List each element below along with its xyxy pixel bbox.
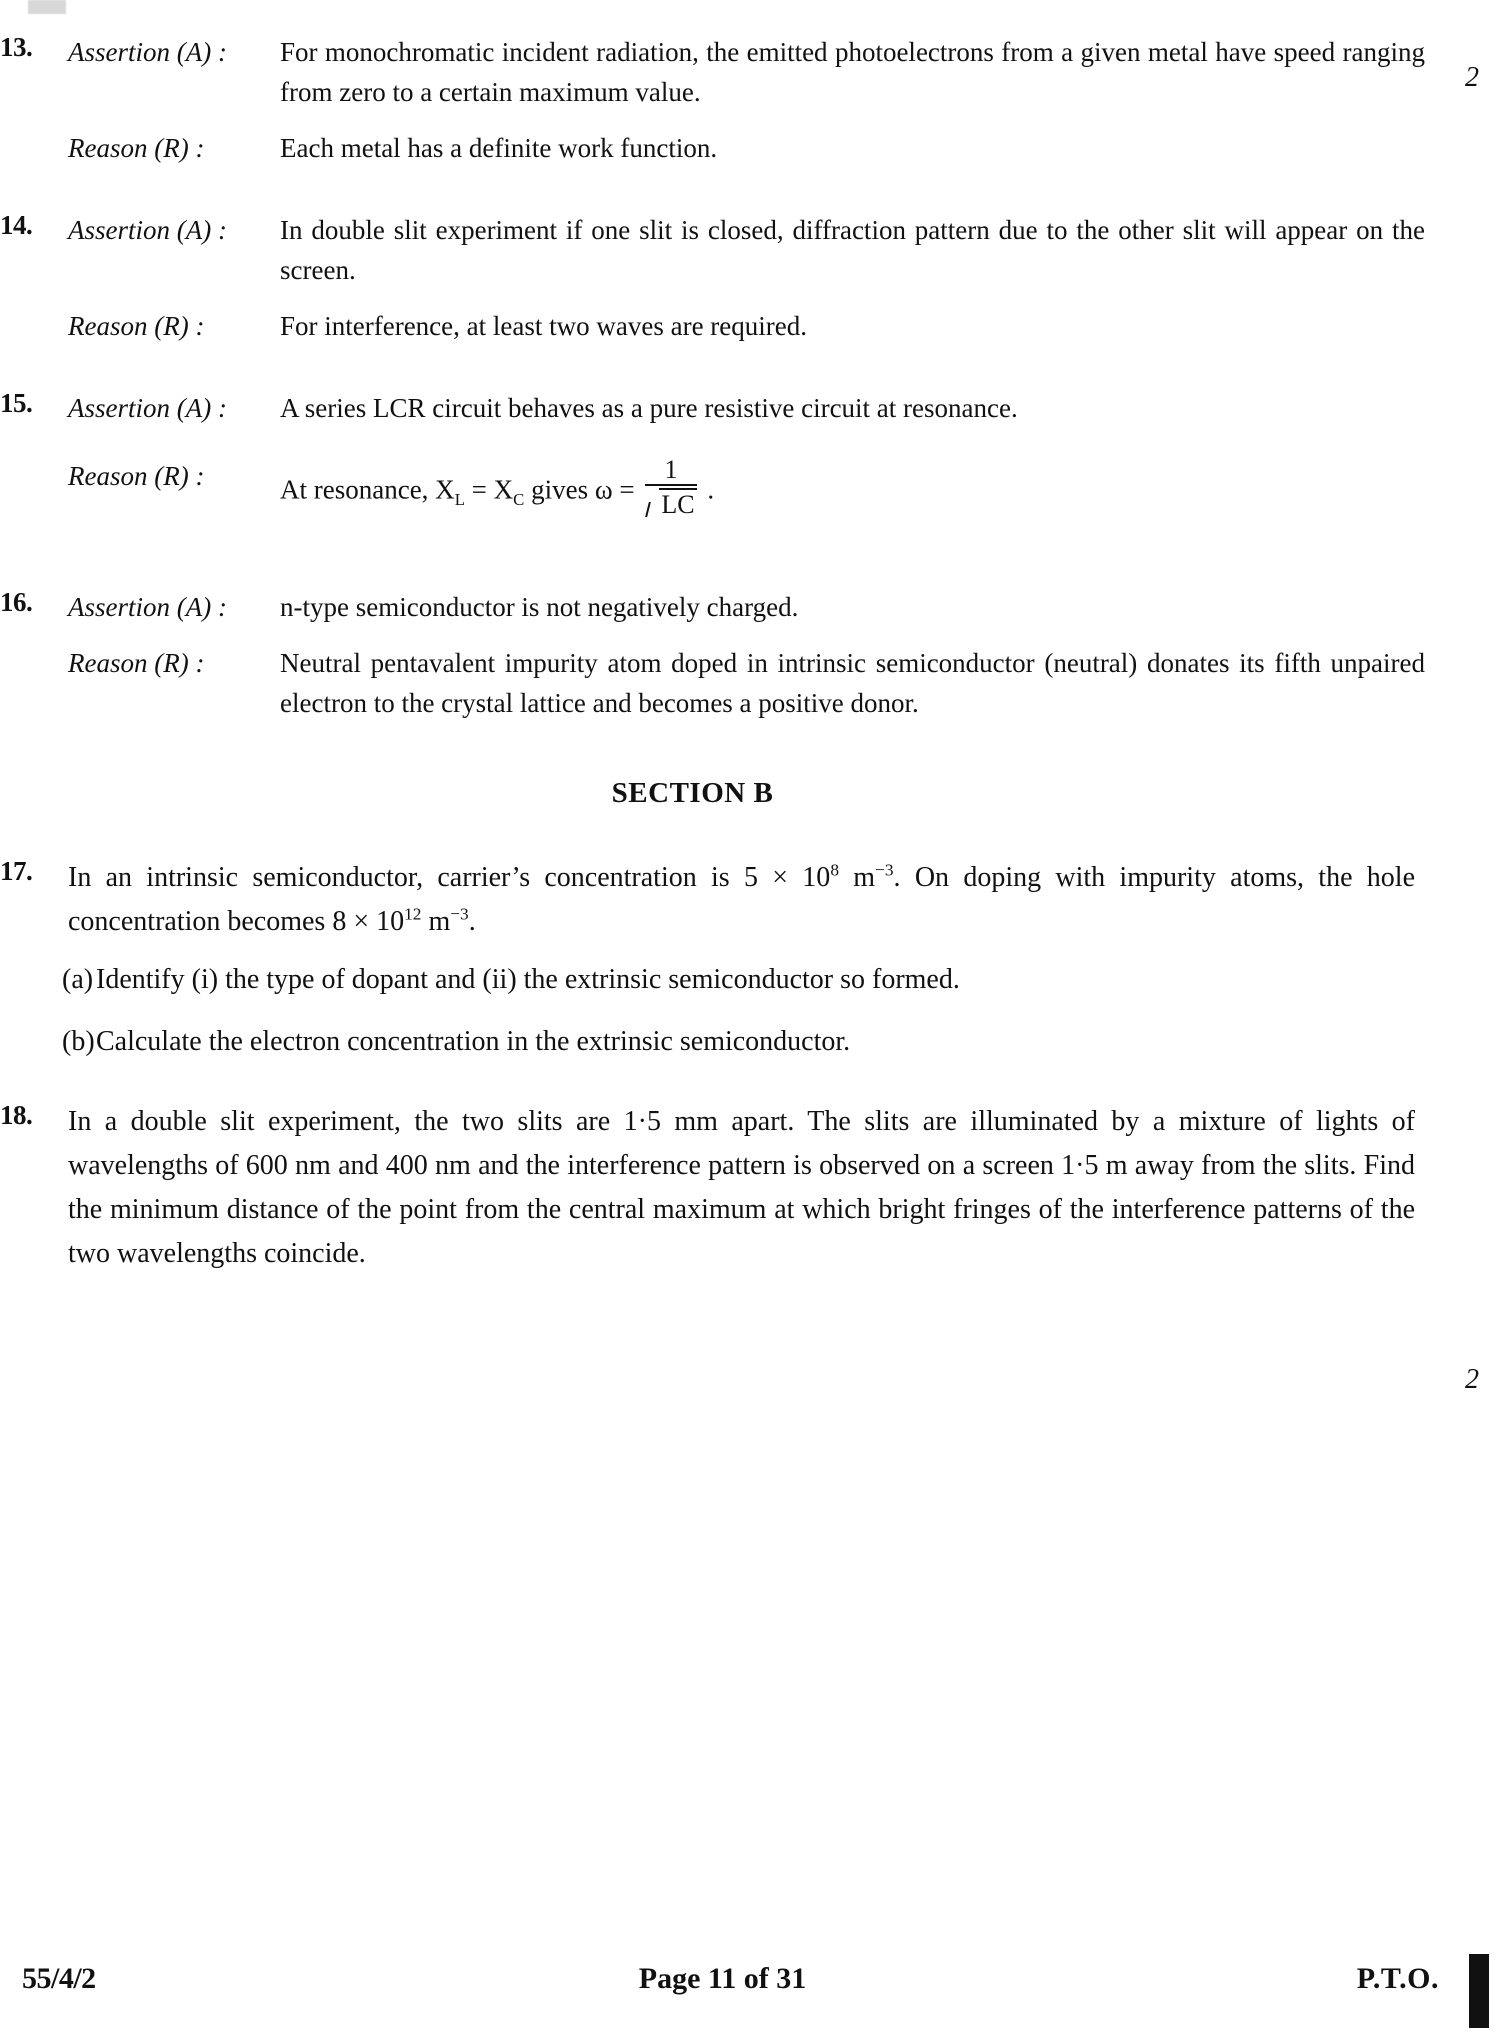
q17-part3: . On doping with impurity atoms, the hole concentration becomes 8 × 10 [68,861,1415,937]
assertion-reason-rows [68,32,1505,170]
assertion-row [68,32,1505,112]
reason-formula-mid: = X [464,474,514,505]
spacer [0,810,1505,856]
reason-row [68,643,1505,723]
q17-exponent-2: −3 [875,860,894,880]
assertion-reason-item [0,210,1505,348]
spacer [0,1064,1505,1100]
q17-exponent-1: 8 [830,860,839,880]
spacer [0,944,1505,954]
question-text: In a double slit experiment, the two slits are 1·5 mm apart. The slits are illuminated by a mixture of lights of wavelengths of 600 nm and 400 nm and the interference pattern is observed on a screen 1·5 m away from the slits. Find the minimum distance of the point from the central maximum at which bright fringes of the interference patterns of the two wavelengths coincide. [68,1105,1415,1269]
reason-formula-prefix: At resonance, X [280,474,455,505]
assertion-row [68,210,1505,290]
spacer [68,114,1505,128]
edge-marker-bar [1469,1954,1489,2028]
reason-text: Each metal has a definite work function. [280,133,718,163]
spacer [0,725,1505,777]
assertion-label: Assertion (A) : [68,37,227,67]
assertion-reason-item [0,388,1505,521]
page-footer [0,1962,1505,2014]
question-subpart [0,958,1505,1002]
assertion-label: Assertion (A) : [68,215,227,245]
assertion-text: For monochromatic incident radiation, the emitted photoelectrons from a given metal have speed ranging from zero to a certain maximum value. [280,37,1425,107]
omega-fraction [645,456,696,519]
marks-value: 2 [1465,1363,1479,1395]
spacer [68,292,1505,306]
assertion-reason-item [0,587,1505,725]
turn-over-label: P.T.O. [1356,1962,1439,1995]
q17-exponent-3: 12 [404,904,422,924]
spacer [0,348,1505,388]
paper-code: 55/4/2 [22,1962,96,1995]
q17-part4: m [421,905,451,937]
assertion-text: In double slit experiment if one slit is closed, diffraction pattern due to the other slit will appear on the screen. [280,215,1425,285]
square-root-icon [645,488,696,518]
subpart-text: Calculate the electron concentration in the extrinsic semiconductor. [96,1025,851,1057]
reason-row [68,456,1505,519]
spacer [0,561,1505,587]
reason-label: Reason (R) : [68,647,205,678]
question-number: 14. [0,210,33,240]
assertion-row [68,388,1505,428]
reason-label: Reason (R) : [68,311,205,341]
page-number-label: Page 11 of 31 [638,1962,807,1995]
section-heading: SECTION B [611,776,774,809]
reason-text: Neutral pentavalent impurity atom doped in intrinsic semiconductor (neutral) donates its fifth unpaired electron to the crystal lattice and becomes a positive donor. [280,647,1425,718]
subpart-label: (a) [62,963,94,995]
question-text [68,856,1505,944]
scan-artifact [28,0,66,14]
reason-formula-suffix: . [700,474,715,505]
question-number: 16. [0,586,33,617]
reason-text: For interference, at least two waves are required. [280,311,808,341]
assertion-reason-rows [68,388,1505,521]
assertion-reason-rows [68,587,1505,725]
q17-part2: m [839,861,876,893]
assertion-row [68,587,1505,627]
q17-part5: . [468,905,476,937]
assertion-label: Assertion (A) : [68,591,227,622]
reactance-c-subscript: C [513,489,525,509]
reason-row [68,306,1505,346]
marks-value: 2 [1465,62,1479,93]
question-item [0,856,1505,944]
assertion-label: Assertion (A) : [68,393,227,423]
question-number: 18. [0,1099,33,1130]
reason-text-formula [280,456,1505,519]
q17-part1: In an intrinsic semiconductor, carrier’s concentration is 5 × 10 [68,861,831,893]
assertion-reason-item [0,32,1505,170]
question-item [0,1099,1505,1395]
spacer [68,430,1505,456]
fraction-numerator: 1 [645,456,696,486]
q17-exponent-4: −3 [450,904,469,924]
question-number: 13. [0,32,33,62]
question-number: 15. [0,388,33,418]
page-content [0,18,1505,1395]
reason-label: Reason (R) : [68,133,205,163]
question-number: 17. [0,855,33,886]
assertion-text: A series LCR circuit behaves as a pure resistive circuit at resonance. [280,393,1018,423]
reason-formula-gives: gives ω = [524,474,642,505]
reason-label: Reason (R) : [68,461,205,491]
reactance-l-subscript: L [454,489,465,509]
spacer [0,1002,1505,1016]
subpart-label: (b) [62,1025,95,1057]
spacer [68,629,1505,643]
radicand: LC [661,490,695,520]
fraction-denominator [645,486,696,518]
assertion-text: n-type semiconductor is not negatively charged. [280,591,799,622]
assertion-reason-rows [68,210,1505,348]
spacer [0,521,1505,561]
subpart-text: Identify (i) the type of dopant and (ii) the extrinsic semiconductor so formed. [96,963,960,995]
spacer [0,170,1505,210]
reason-row [68,128,1505,168]
